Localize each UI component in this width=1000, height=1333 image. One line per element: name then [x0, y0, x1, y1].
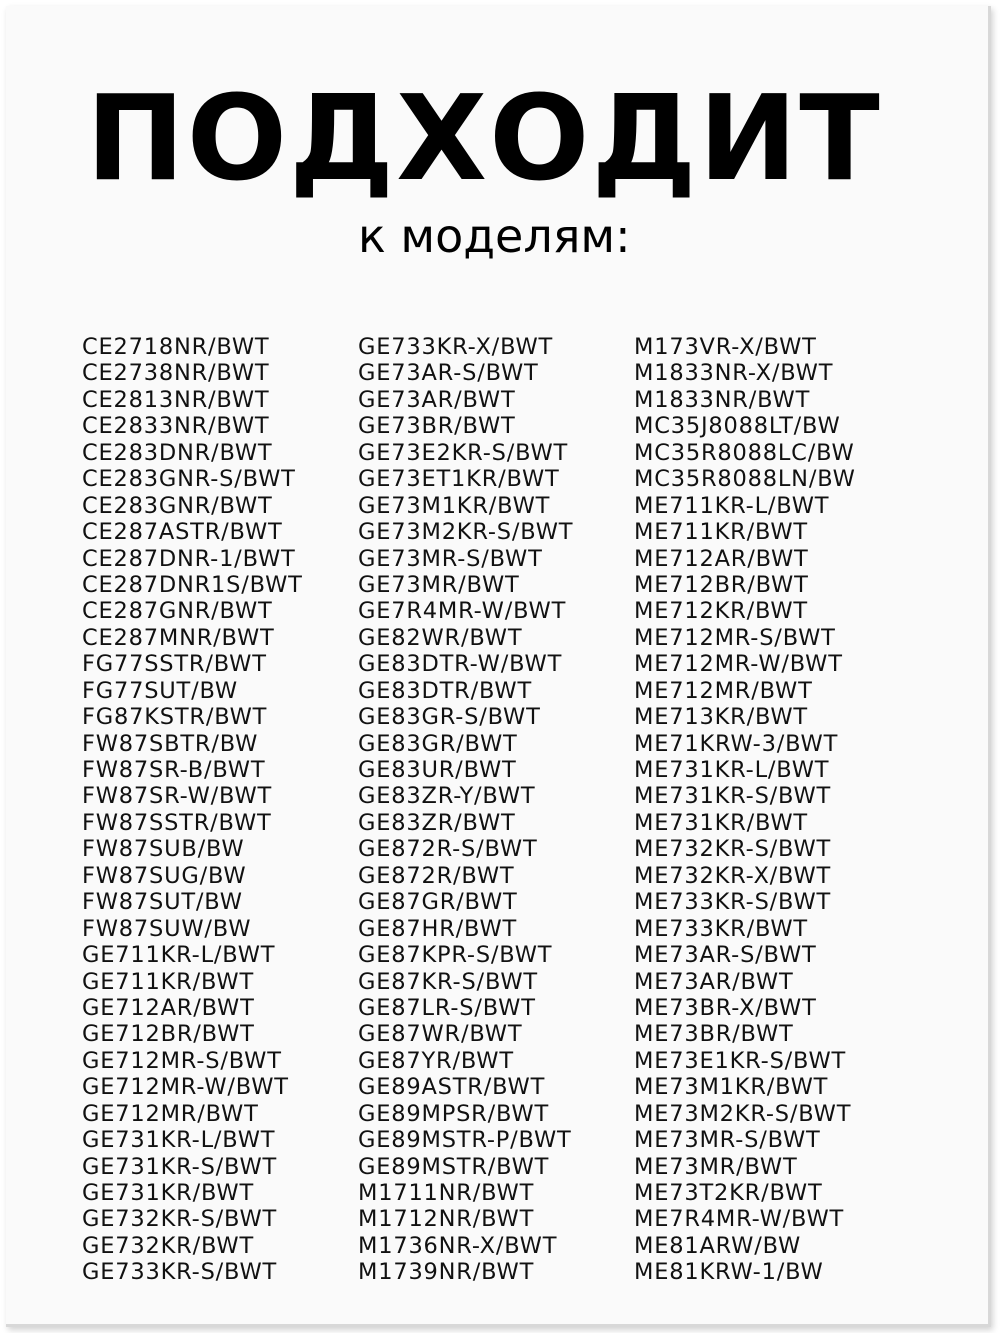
- model-list-item: CE283GNR-S/BWT: [82, 466, 296, 493]
- model-list-item: M1833NR/BWT: [634, 386, 811, 413]
- model-list-item: M1711NR/BWT: [358, 1180, 535, 1206]
- poster-card: [6, 6, 991, 1327]
- model-list-item: GE89MSTR-P/BWT: [358, 1127, 572, 1154]
- model-list-item: ME81KRW-1/BW: [634, 1259, 824, 1286]
- model-list-item: ME712MR-W/BWT: [634, 651, 843, 678]
- model-list-item: GE89MSTR/BWT: [358, 1153, 550, 1180]
- model-list-item: ME712KR/BWT: [634, 598, 808, 625]
- model-list-item: GE87WR/BWT: [358, 1021, 523, 1048]
- model-list-item: CE2718NR/BWT: [82, 334, 270, 360]
- model-list-item: GE712MR-S/BWT: [82, 1047, 282, 1074]
- model-list-item: CE287ASTR/BWT: [82, 519, 283, 546]
- model-list-item: GE731KR/BWT: [82, 1180, 254, 1206]
- model-list-item: ME712AR/BWT: [634, 545, 809, 572]
- model-list-item: GE73AR/BWT: [358, 386, 516, 413]
- model-list-item: GE87KR-S/BWT: [358, 968, 538, 995]
- model-list-item: FW87SUB/BW: [82, 836, 245, 863]
- model-list-item: ME712BR/BWT: [634, 571, 809, 598]
- model-list-item: CE287GNR/BWT: [82, 598, 273, 625]
- model-list-item: ME733KR/BWT: [634, 915, 808, 942]
- model-list-item: M1736NR-X/BWT: [358, 1232, 558, 1259]
- model-list-item: M1833NR-X/BWT: [634, 360, 834, 387]
- model-list-item: FG87KSTR/BWT: [82, 704, 268, 731]
- model-list-item: ME7R4MR-W/BWT: [634, 1206, 845, 1233]
- model-list-item: MC35R8088LC/BW: [634, 439, 855, 466]
- model-list-item: ME71KRW-3/BWT: [634, 730, 839, 757]
- model-list-item: CE283DNR/BWT: [82, 439, 273, 466]
- model-list-item: GE73BR/BWT: [358, 413, 516, 440]
- model-list-item: GE732KR-S/BWT: [82, 1206, 278, 1233]
- model-list-item: ME713KR/BWT: [634, 704, 808, 731]
- model-list-item: GE712MR-W/BWT: [82, 1074, 289, 1101]
- model-list-item: GE872R-S/BWT: [358, 836, 538, 863]
- model-list-item: GE83ZR/BWT: [358, 809, 516, 836]
- model-list-item: GE712AR/BWT: [82, 994, 255, 1021]
- model-list-item: CE2738NR/BWT: [82, 360, 270, 387]
- model-list-item: ME73M1KR/BWT: [634, 1074, 829, 1101]
- model-list-item: FW87SBTR/BW: [82, 730, 259, 757]
- model-list-item: GE73ET1KR/BWT: [358, 466, 560, 493]
- model-list-item: ME711KR/BWT: [634, 519, 808, 546]
- model-list-item: GE73M1KR/BWT: [358, 492, 551, 519]
- model-list-item: GE712MR/BWT: [82, 1100, 259, 1127]
- model-list-item: GE83GR-S/BWT: [358, 704, 541, 731]
- model-list-item: M1739NR/BWT: [358, 1259, 535, 1286]
- model-list-item: GE82WR/BWT: [358, 624, 523, 651]
- model-list-item: MC35R8088LN/BW: [634, 466, 856, 493]
- model-list-item: GE732KR/BWT: [82, 1232, 254, 1259]
- model-list-column-3: [634, 334, 856, 1286]
- model-list-item: GE83DTR/BWT: [358, 677, 532, 704]
- model-list-item: ME731KR-S/BWT: [634, 783, 832, 810]
- model-list-item: ME711KR-L/BWT: [634, 492, 830, 519]
- model-list-item: ME73E1KR-S/BWT: [634, 1047, 847, 1074]
- model-list-item: FW87SSTR/BWT: [82, 809, 272, 836]
- model-list-item: CE2813NR/BWT: [82, 386, 270, 413]
- model-list-item: GE733KR-X/BWT: [358, 334, 554, 360]
- model-list-item: ME73AR/BWT: [634, 968, 794, 995]
- model-list-item: CE287DNR1S/BWT: [82, 571, 303, 598]
- model-list-item: ME732KR-S/BWT: [634, 836, 832, 863]
- model-list-item: GE83DTR-W/BWT: [358, 651, 563, 678]
- model-list-item: GE73E2KR-S/BWT: [358, 439, 569, 466]
- model-list-item: GE73MR/BWT: [358, 571, 520, 598]
- model-list-item: GE872R/BWT: [358, 862, 515, 889]
- model-list-item: ME73MR/BWT: [634, 1153, 798, 1180]
- model-list-item: ME712MR-S/BWT: [634, 624, 836, 651]
- model-list-item: ME73MR-S/BWT: [634, 1127, 821, 1154]
- model-list-item: GE711KR/BWT: [82, 968, 254, 995]
- model-list-item: M173VR-X/BWT: [634, 334, 817, 360]
- model-list-item: GE83GR/BWT: [358, 730, 518, 757]
- model-list-item: GE87GR/BWT: [358, 889, 518, 916]
- model-list-item: GE87HR/BWT: [358, 915, 518, 942]
- model-list-item: ME73BR/BWT: [634, 1021, 794, 1048]
- model-list-column-1: [82, 334, 303, 1286]
- model-list-item: ME712MR/BWT: [634, 677, 813, 704]
- model-list-item: FG77SUT/BW: [82, 677, 238, 704]
- model-list-item: GE87LR-S/BWT: [358, 994, 536, 1021]
- model-list-item: ME733KR-S/BWT: [634, 889, 832, 916]
- model-list-item: GE83UR/BWT: [358, 757, 517, 783]
- model-list-item: CE283GNR/BWT: [82, 492, 273, 519]
- model-list-item: ME73AR-S/BWT: [634, 942, 817, 969]
- model-list-item: ME731KR/BWT: [634, 809, 808, 836]
- model-list-item: FW87SUT/BW: [82, 889, 243, 916]
- model-list-item: FW87SR-W/BWT: [82, 783, 273, 810]
- model-list-item: FW87SUG/BW: [82, 862, 247, 889]
- page-subtitle: к моделям:: [358, 209, 631, 263]
- model-list-item: GE731KR-L/BWT: [82, 1127, 276, 1154]
- model-list-item: FW87SR-B/BWT: [82, 757, 266, 783]
- model-list-item: M1712NR/BWT: [358, 1206, 535, 1233]
- model-list-item: FG77SSTR/BWT: [82, 651, 267, 678]
- model-list-column-2: [358, 334, 573, 1286]
- model-list-item: GE711KR-L/BWT: [82, 942, 276, 969]
- model-list-item: ME732KR-X/BWT: [634, 862, 832, 889]
- model-list-item: CE2833NR/BWT: [82, 413, 270, 440]
- model-list-item: GE73M2KR-S/BWT: [358, 519, 574, 546]
- model-list-item: GE87YR/BWT: [358, 1047, 514, 1074]
- model-list-item: GE83ZR-Y/BWT: [358, 783, 536, 810]
- model-list-item: CE287DNR-1/BWT: [82, 545, 296, 572]
- model-list-item: ME73T2KR/BWT: [634, 1180, 823, 1206]
- model-list-item: GE7R4MR-W/BWT: [358, 598, 567, 625]
- model-list-item: ME73M2KR-S/BWT: [634, 1100, 852, 1127]
- page-title: ПОДХОДИТ: [86, 69, 882, 207]
- model-list-item: GE73MR-S/BWT: [358, 545, 543, 572]
- model-list-item: GE73AR-S/BWT: [358, 360, 539, 387]
- model-list-item: CE287MNR/BWT: [82, 624, 275, 651]
- model-list-item: GE89ASTR/BWT: [358, 1074, 546, 1101]
- model-list-item: ME731KR-L/BWT: [634, 757, 830, 783]
- model-list-item: GE733KR-S/BWT: [82, 1259, 278, 1286]
- model-list-item: ME81ARW/BW: [634, 1232, 802, 1259]
- model-list-item: GE731KR-S/BWT: [82, 1153, 278, 1180]
- model-list-item: FW87SUW/BW: [82, 915, 252, 942]
- model-list-item: GE87KPR-S/BWT: [358, 942, 553, 969]
- model-list-item: ME73BR-X/BWT: [634, 994, 817, 1021]
- model-list-item: GE89MPSR/BWT: [358, 1100, 549, 1127]
- model-list-item: GE712BR/BWT: [82, 1021, 255, 1048]
- model-list-item: MC35J8088LT/BW: [634, 413, 841, 440]
